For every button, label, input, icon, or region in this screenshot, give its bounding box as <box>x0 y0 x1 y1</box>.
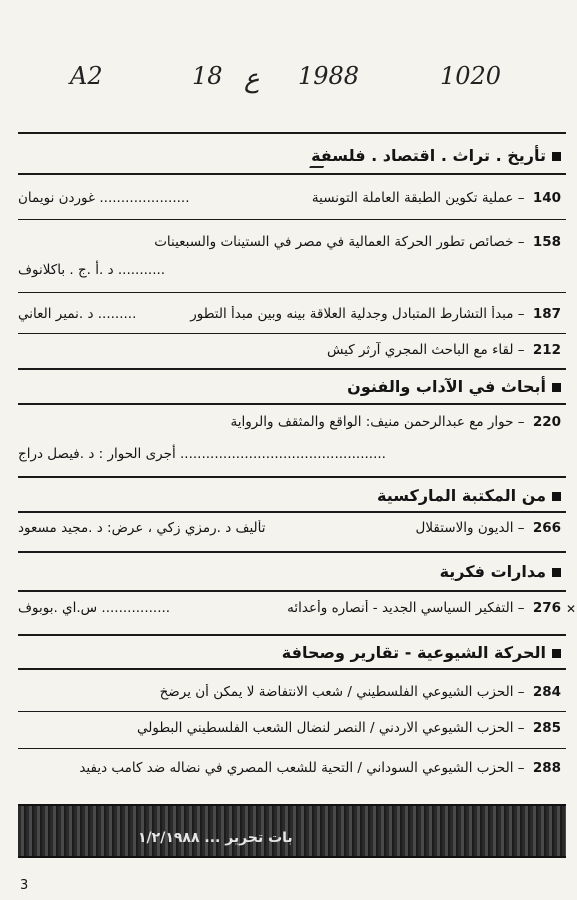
toc-entry: 288 – الحزب الشيوعي السوداني / التحية للشعب المصري في نضاله ضد كامب ديفيد <box>79 760 561 776</box>
banner-text: بات تحرير ... ١/٢/١٩٨٨ <box>138 830 293 846</box>
toc-entry: 284 – الحزب الشيوعي الفلسطيني / شعب الانتفاضة لا يمكن أن يرضخ <box>159 684 561 700</box>
handwritten-letter: ع <box>244 64 260 94</box>
toc-entry: 140 – عملية تكوين الطبقة العاملة التونسية ..................... غوردن نويمان <box>18 190 561 206</box>
handwritten-number: 18 <box>192 62 223 90</box>
toc-entry: 212 – لقاء مع الباحث المجري آرثر كيش <box>326 342 561 358</box>
handwritten-year: 1988 <box>298 62 360 90</box>
toc-entry: 220 – حوار مع عبدالرحمن منيف: الواقع والمثقف والرواية <box>230 414 561 430</box>
bullet-square-icon <box>552 649 561 658</box>
section-rule <box>18 403 566 405</box>
section-title-history: تأريخ . تراث . اقتصاد . فلسفة <box>18 146 561 165</box>
section-rule <box>18 511 566 513</box>
bullet-square-icon <box>552 492 561 501</box>
bullet-square-icon <box>552 383 561 392</box>
section-title-intellectual-orbits: مدارات فكرية <box>18 562 561 581</box>
margin-cross-mark: ✕ <box>566 602 577 616</box>
toc-entry: 158 – خصائص تطور الحركة العمالية في مصر في الستينات والسبعينات <box>154 234 561 250</box>
top-rule <box>18 132 566 134</box>
section-title-arts: أبحاث في الآداب والفنون <box>18 377 561 396</box>
section-rule <box>18 634 566 636</box>
page-number: 3 <box>20 878 29 893</box>
section-rule <box>18 551 566 553</box>
bullet-square-icon <box>552 152 561 161</box>
entry-rule <box>18 292 566 293</box>
entry-rule <box>18 333 566 334</box>
toc-entry-author: ........... د .أ .ج . باكلانوف <box>18 262 166 278</box>
entry-rule <box>18 711 566 712</box>
section-title-communist-movement: الحركة الشيوعية - تقارير وصحافة <box>18 643 561 662</box>
handwritten-code: A2 <box>70 62 103 90</box>
entry-rule <box>18 748 566 749</box>
section-title-marxist-library: من المكتبة الماركسية <box>18 486 561 505</box>
section-rule <box>18 368 566 370</box>
section-rule <box>18 173 566 175</box>
entry-rule <box>18 219 566 220</box>
section-rule <box>18 476 566 478</box>
toc-entry: 285 – الحزب الشيوعي الاردني / النصر لنضال الشعب الفلسطيني البطولي <box>136 720 561 736</box>
bullet-square-icon <box>552 568 561 577</box>
handwritten-id: 1020 <box>440 62 502 90</box>
toc-entry: 266 – الديون والاستقلال تأليف د .رمزي زكي ، عرض: د .مجيد مسعود <box>18 520 561 536</box>
toc-entry: 276 – التفكير السياسي الجديد - أنصاره وأعدائه ................ س.اي .بوبوف <box>18 600 561 616</box>
section-rule <box>18 590 566 592</box>
dark-footer-banner <box>18 804 566 858</box>
toc-entry: 187 – مبدأ التشارط المتبادل وجدلية العلاقة بينه وبين مبدأ التطور ......... د .نمير العاني <box>18 306 561 322</box>
toc-entry-author: ................................................ أجرى الحوار : د .فيصل دراج <box>18 446 386 462</box>
section-rule <box>18 668 566 670</box>
